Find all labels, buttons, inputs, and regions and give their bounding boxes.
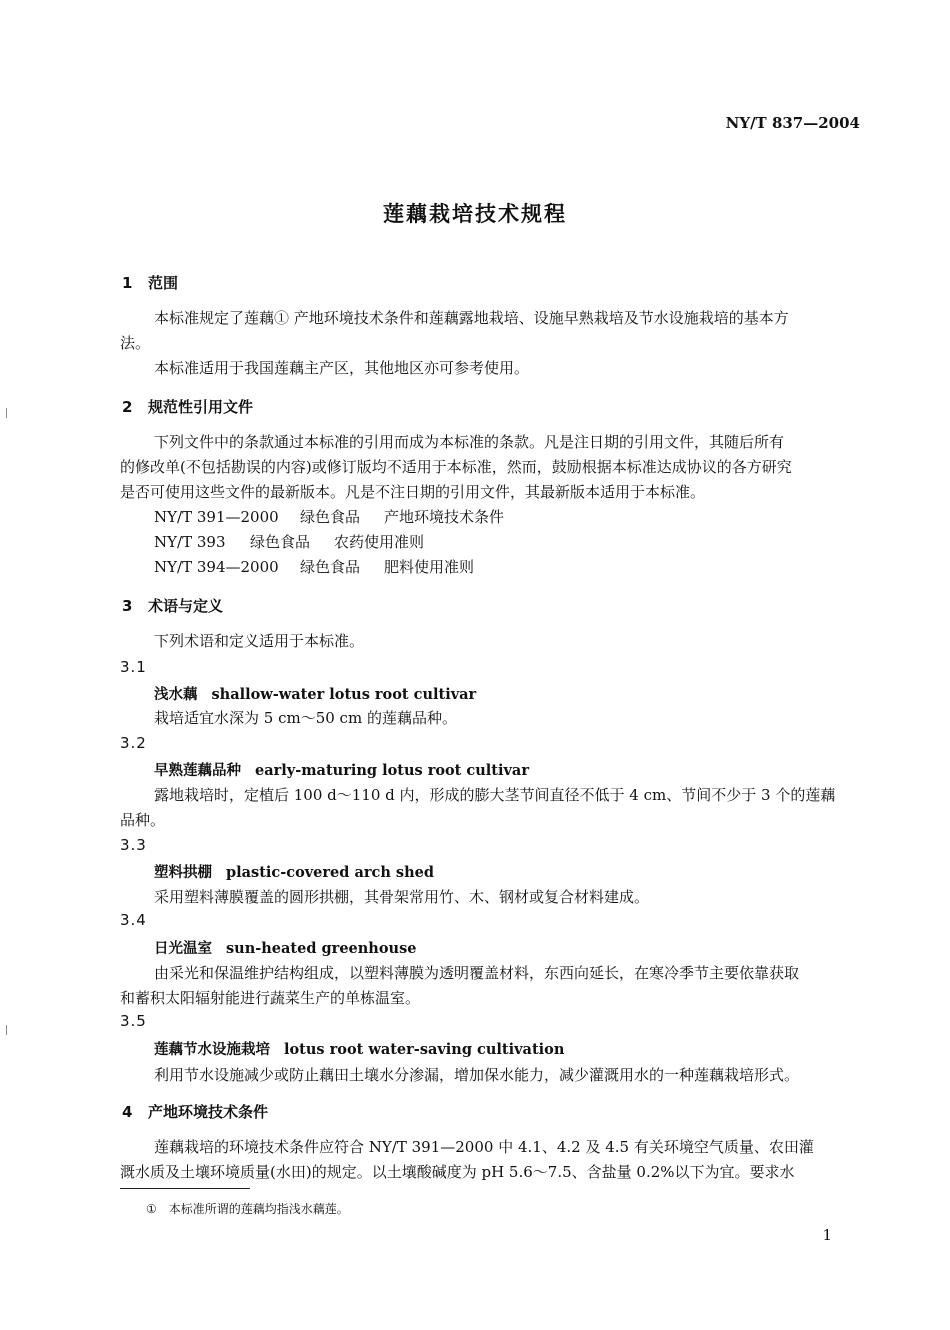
term-number: 3.1 [120, 658, 147, 676]
standard-code: NY/T 837—2004 [725, 114, 860, 132]
section-1-line-2: 法。 [120, 334, 151, 352]
term-definition: 露地栽培时，定植后 100 d～110 d 内，形成的膨大茎节间直径不低于 4 cm、节间不少于 3 个的莲藕 [154, 786, 836, 804]
section-4-line-2: 溉水质及土壤环境质量(水田)的规定。以土壤酸碱度为 pH 5.6～7.5、含盐量 0.2%以下为宜。要求水 [120, 1163, 795, 1181]
term-number: 3.4 [120, 911, 147, 929]
footnote [146, 1200, 349, 1217]
term-definition: 利用节水设施减少或防止藕田土壤水分渗漏，增加保水能力，减少灌溉用水的一种莲藕栽培形式。 [154, 1066, 800, 1084]
reference-item: NY/T 394—2000 绿色食品 肥料使用准则 [154, 558, 475, 576]
term-title: 早熟莲藕品种 early-maturing lotus root cultivar [154, 762, 529, 779]
section-3-intro: 下列术语和定义适用于本标准。 [154, 632, 365, 650]
term-definition: 栽培适宜水深为 5 cm～50 cm 的莲藕品种。 [154, 709, 457, 727]
term-definition: 由采光和保温维护结构组成，以塑料薄膜为透明覆盖材料，东西向延长，在寒冷季节主要依靠获取 [154, 964, 800, 982]
term-number: 3.2 [120, 734, 147, 752]
section-1-line-1: 本标准规定了莲藕① 产地环境技术条件和莲藕露地栽培、设施早熟栽培及节水设施栽培的基本方 [154, 309, 789, 327]
reference-item: NY/T 393 绿色食品 农药使用准则 [154, 533, 425, 551]
section-2-line-2: 的修改单(不包括勘误的内容)或修订版均不适用于本标准，然而，鼓励根据本标准达成协议的各方研究 [120, 458, 792, 476]
term-title: 莲藕节水设施栽培 lotus root water-saving cultivation [154, 1041, 565, 1058]
document-title: 莲藕栽培技术规程 [383, 202, 567, 226]
section-4-line-1: 莲藕栽培的环境技术条件应符合 NY/T 391—2000 中 4.1、4.2 及 4.5 有关环境空气质量、农田灌 [154, 1138, 814, 1156]
term-number: 3.3 [120, 836, 147, 854]
term-title: 浅水藕 shallow-water lotus root cultivar [154, 686, 477, 703]
footnote-text: 本标准所谓的莲藕均指浅水藕莲。 [168, 1202, 349, 1216]
page-number: 1 [822, 1226, 832, 1244]
term-definition-cont: 和蓄积太阳辐射能进行蔬菜生产的单栋温室。 [120, 989, 421, 1007]
section-3-heading: 3 术语与定义 [122, 597, 224, 615]
term-definition: 采用塑料薄膜覆盖的圆形拱棚，其骨架常用竹、木、钢材或复合材料建成。 [154, 888, 650, 906]
term-title: 日光温室 sun-heated greenhouse [154, 940, 417, 957]
section-2-line-1: 下列文件中的条款通过本标准的引用而成为本标准的条款。凡是注日期的引用文件，其随后所有 [154, 433, 785, 451]
section-1-heading: 1 范围 [122, 274, 179, 292]
section-4-heading: 4 产地环境技术条件 [122, 1103, 269, 1121]
scan-edge-mark [6, 1025, 7, 1035]
section-1-line-3: 本标准适用于我国莲藕主产区，其他地区亦可参考使用。 [154, 359, 530, 377]
section-2-heading: 2 规范性引用文件 [122, 398, 254, 416]
scan-edge-mark [6, 408, 7, 418]
reference-item: NY/T 391—2000 绿色食品 产地环境技术条件 [154, 508, 505, 526]
footnote-rule [120, 1188, 250, 1189]
term-number: 3.5 [120, 1012, 147, 1030]
term-definition-cont: 品种。 [120, 811, 166, 829]
section-2-line-3: 是否可使用这些文件的最新版本。凡是不注日期的引用文件，其最新版本适用于本标准。 [120, 483, 706, 501]
term-title: 塑料拱棚 plastic-covered arch shed [154, 864, 434, 881]
footnote-marker: ① [146, 1202, 157, 1216]
